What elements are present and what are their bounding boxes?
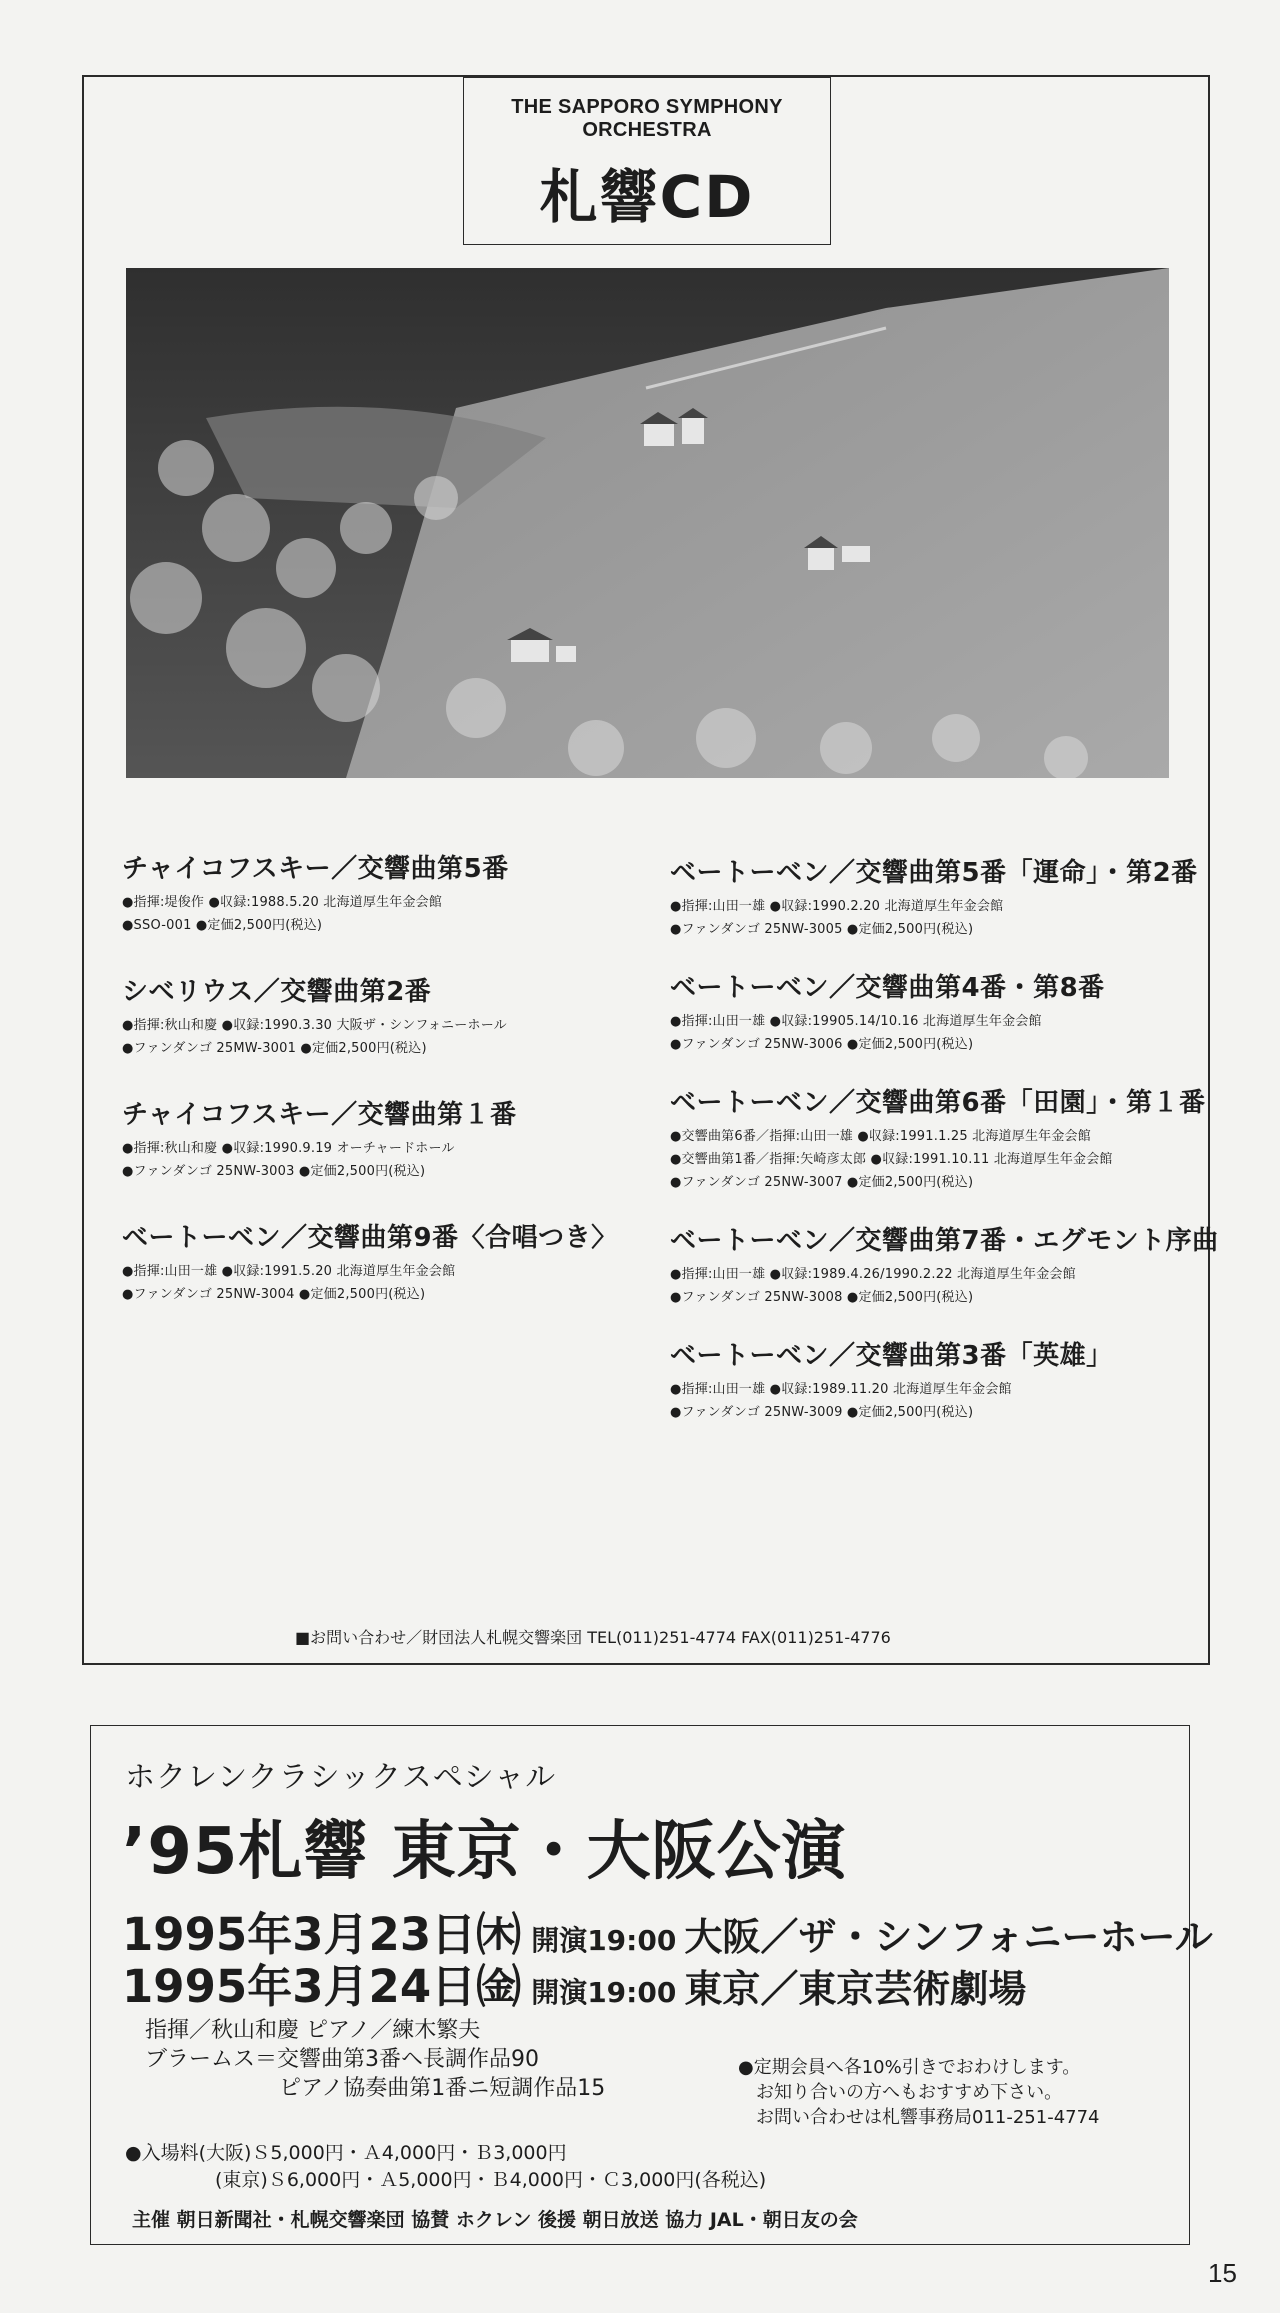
album-recording-info: ●交響曲第1番／指揮:矢崎彦太郎 ●収録:1991.10.11 北海道厚生年金会館 bbox=[670, 1152, 1113, 1167]
album-catalog-info: ●SSO-001 ●定価2,500円(税込) bbox=[122, 918, 323, 933]
album-title: シベリウス／交響曲第2番 bbox=[122, 977, 432, 1007]
ticket-prices bbox=[125, 2140, 766, 2194]
right-album-column bbox=[670, 852, 1219, 1450]
cd-section-title: 札響CD bbox=[539, 163, 755, 231]
album-recording-info: ●指揮:堤俊作 ●収録:1988.5.20 北海道厚生年金会館 bbox=[122, 895, 443, 910]
performance-start-time: 開演19:00 bbox=[531, 1976, 677, 2009]
program-item: ピアノ協奏曲第1番ニ短調作品15 bbox=[279, 2076, 606, 2101]
contact-note: お問い合わせは札響事務局011-251-4774 bbox=[756, 2107, 1100, 2128]
album-catalog-info: ●ファンダンゴ 25NW-3008 ●定価2,500円(税込) bbox=[670, 1290, 974, 1305]
cd-inquiry-contact: ■お問い合わせ／財団法人札幌交響楽団 TEL(011)251-4774 FAX(011)251-4776 bbox=[295, 1628, 891, 1647]
member-notes bbox=[738, 2055, 1100, 2130]
concert-credits bbox=[145, 2016, 605, 2103]
landscape-photo bbox=[126, 268, 1169, 778]
album-item bbox=[670, 1335, 1210, 1420]
album-catalog-info: ●ファンダンゴ 25MW-3001 ●定価2,500円(税込) bbox=[122, 1041, 427, 1056]
sponsors-line: 主催 朝日新聞社・札幌交響楽団 協賛 ホクレン 後援 朝日放送 協力 JAL・朝日友の会 bbox=[132, 2209, 858, 2231]
album-recording-info: ●指揮:山田一雄 ●収録:1991.5.20 北海道厚生年金会館 bbox=[122, 1264, 456, 1279]
price-tokyo: (東京)Ｓ6,000円・Ａ5,000円・Ｂ4,000円・Ｃ3,000円(各税込) bbox=[215, 2169, 767, 2191]
album-item bbox=[122, 848, 662, 933]
album-catalog-info: ●ファンダンゴ 25NW-3005 ●定価2,500円(税込) bbox=[670, 922, 974, 937]
price-osaka: ●入場料(大阪)Ｓ5,000円・Ａ4,000円・Ｂ3,000円 bbox=[125, 2142, 567, 2164]
album-catalog-info: ●ファンダンゴ 25NW-3003 ●定価2,500円(税込) bbox=[122, 1164, 426, 1179]
album-recording-info: ●指揮:山田一雄 ●収録:1989.11.20 北海道厚生年金会館 bbox=[670, 1382, 1012, 1397]
album-item bbox=[670, 852, 1210, 937]
album-item bbox=[122, 1217, 662, 1302]
album-item bbox=[670, 1220, 1219, 1305]
conductor-pianist: 指揮／秋山和慶 ピアノ／練木繁夫 bbox=[145, 2018, 481, 2043]
album-recording-info: ●交響曲第6番／指揮:山田一雄 ●収録:1991.1.25 北海道厚生年金会館 bbox=[670, 1129, 1091, 1144]
album-recording-info: ●指揮:秋山和慶 ●収録:1990.9.19 オーチャードホール bbox=[122, 1141, 455, 1156]
album-title: ベートーベン／交響曲第4番・第8番 bbox=[670, 973, 1105, 1003]
orchestra-name-en: THE SAPPORO SYMPHONY ORCHESTRA bbox=[511, 96, 783, 141]
album-catalog-info: ●ファンダンゴ 25NW-3009 ●定価2,500円(税込) bbox=[670, 1405, 974, 1420]
discount-note: ●定期会員へ各10%引きでおわけします。 bbox=[738, 2057, 1081, 2078]
performance-date: 1995年3月23日㈭ bbox=[122, 1908, 522, 1961]
album-recording-info: ●指揮:秋山和慶 ●収録:1990.3.30 大阪ザ・シンフォニーホール bbox=[122, 1018, 507, 1033]
album-title: ベートーベン／交響曲第5番「運命」・第2番 bbox=[670, 858, 1198, 888]
performance-date: 1995年3月24日㈮ bbox=[122, 1960, 522, 2013]
album-item bbox=[122, 1094, 662, 1179]
left-album-column bbox=[122, 848, 662, 1340]
recommend-note: お知り合いの方へもおすすめ下さい。 bbox=[756, 2082, 1063, 2103]
performance-row bbox=[122, 1950, 1026, 2015]
concert-series-name: ホクレンクラシックスペシャル bbox=[125, 1760, 557, 1795]
album-catalog-info: ●ファンダンゴ 25NW-3006 ●定価2,500円(税込) bbox=[670, 1037, 974, 1052]
album-title: ベートーベン／交響曲第9番〈合唱つき〉 bbox=[122, 1223, 618, 1253]
album-item bbox=[122, 971, 662, 1056]
album-title: チャイコフスキー／交響曲第１番 bbox=[122, 1100, 517, 1130]
album-catalog-info: ●ファンダンゴ 25NW-3004 ●定価2,500円(税込) bbox=[122, 1287, 426, 1302]
album-catalog-info: ●ファンダンゴ 25NW-3007 ●定価2,500円(税込) bbox=[670, 1175, 974, 1190]
performance-venue: 大阪／ザ・シンフォニーホール bbox=[684, 1915, 1213, 1959]
album-recording-info: ●指揮:山田一雄 ●収録:1989.4.26/1990.2.22 北海道厚生年金会館 bbox=[670, 1267, 1076, 1282]
program-item: ブラームス＝交響曲第3番ヘ長調作品90 bbox=[145, 2047, 539, 2072]
album-item bbox=[670, 967, 1210, 1052]
concert-headline: ’95札響 東京・大阪公演 bbox=[122, 1815, 847, 1889]
cd-title-box bbox=[463, 77, 831, 245]
page-number: 15 bbox=[1208, 2258, 1237, 2288]
album-title: ベートーベン／交響曲第3番「英雄」 bbox=[670, 1341, 1113, 1371]
album-title: ベートーベン／交響曲第6番「田園」・第１番 bbox=[670, 1088, 1206, 1118]
album-title: チャイコフスキー／交響曲第5番 bbox=[122, 854, 509, 884]
performance-start-time: 開演19:00 bbox=[531, 1924, 677, 1957]
album-recording-info: ●指揮:山田一雄 ●収録:19905.14/10.16 北海道厚生年金会館 bbox=[670, 1014, 1042, 1029]
performance-venue: 東京／東京芸術劇場 bbox=[684, 1967, 1027, 2011]
album-title: ベートーベン／交響曲第7番・エグモント序曲 bbox=[670, 1226, 1219, 1256]
album-item bbox=[670, 1082, 1210, 1190]
album-recording-info: ●指揮:山田一雄 ●収録:1990.2.20 北海道厚生年金会館 bbox=[670, 899, 1004, 914]
